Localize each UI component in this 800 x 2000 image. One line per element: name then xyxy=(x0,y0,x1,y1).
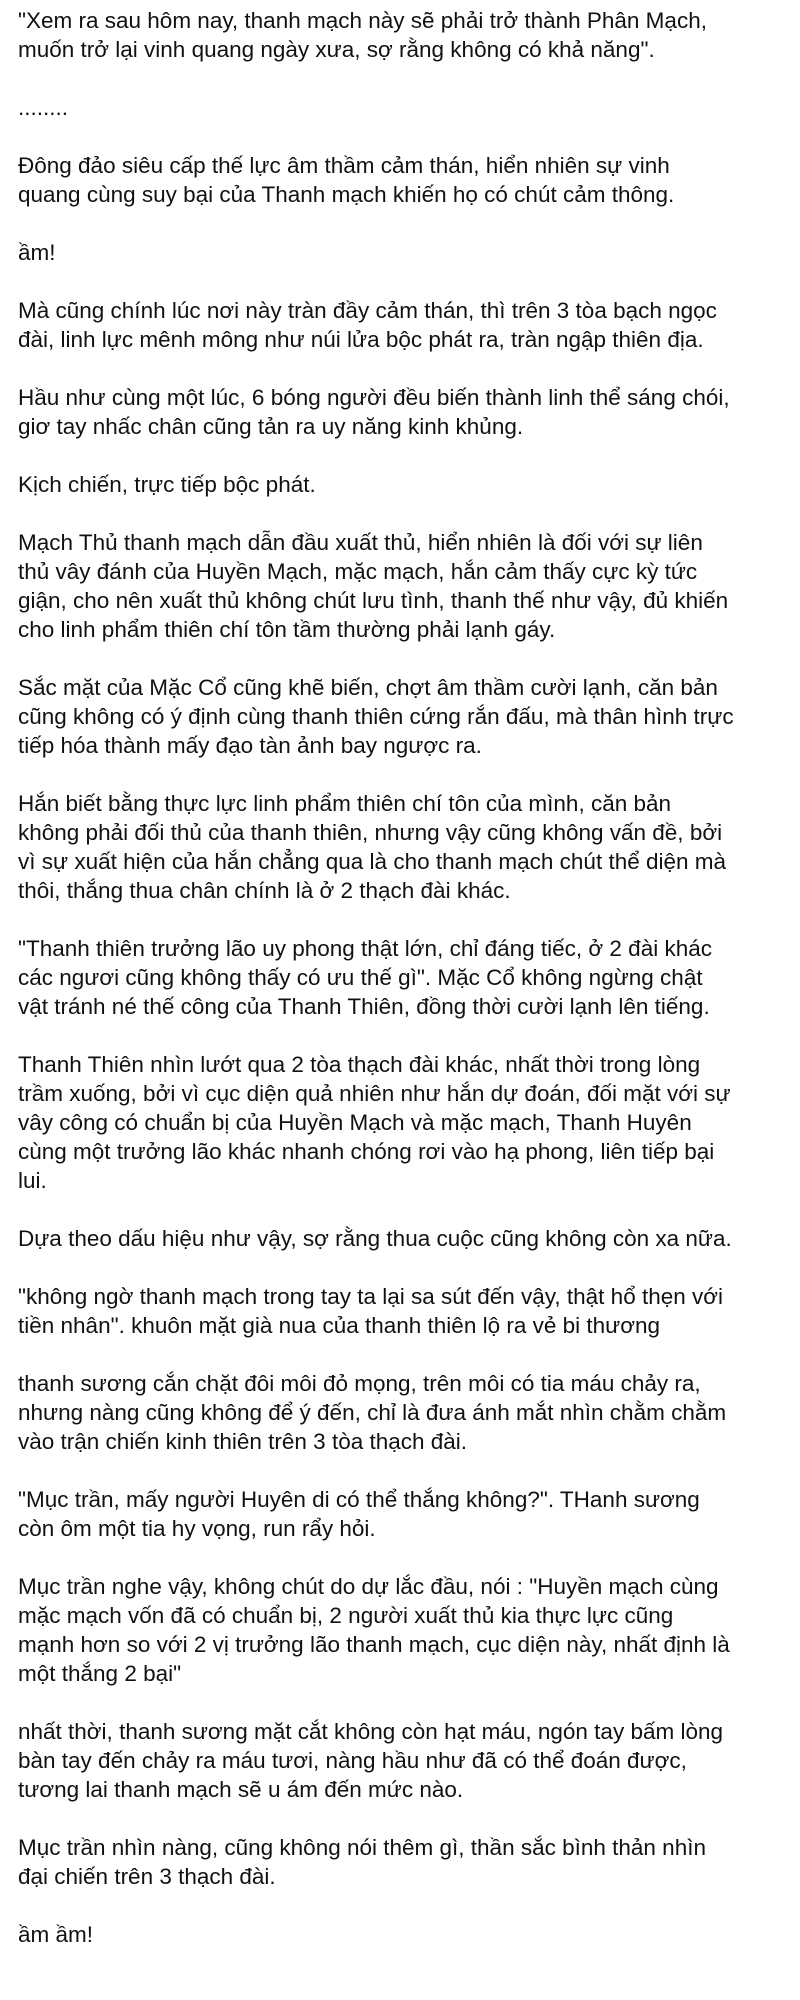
paragraph-20: ầm ầm! xyxy=(18,1922,94,1947)
paragraph-3: Đông đảo siêu cấp thế lực âm thầm cảm thán, hiển nhiên sự vinh quang cùng suy bại của Thanh mạch khiến họ có chút cảm thông. xyxy=(18,153,675,207)
paragraph-13: Dựa theo dấu hiệu như vậy, sợ rằng thua cuộc cũng không còn xa nữa. xyxy=(18,1226,732,1251)
paragraph-7: Kịch chiến, trực tiếp bộc phát. xyxy=(18,472,316,497)
paragraph-19: Mục trần nhìn nàng, cũng không nói thêm gì, thần sắc bình thản nhìn đại chiến trên 3 thạch đài. xyxy=(18,1835,706,1889)
paragraph-18: nhất thời, thanh sương mặt cắt không còn hạt máu, ngón tay bấm lòng bàn tay đến chảy ra máu tươi, nàng hầu như đã có thể đoán được, tương lai thanh mạch sẽ u ám đến mức nào. xyxy=(18,1719,724,1802)
paragraph-12: Thanh Thiên nhìn lướt qua 2 tòa thạch đài khác, nhất thời trong lòng trầm xuống, bởi vì cục diện quả nhiên như hắn dự đoán, đối mặt với sự vây công có chuẩn bị của Huyền Mạch và mặc mạch, Thanh Huyên cùng một trưởng lão khác nhanh chóng rơi vào hạ phong, liên tiếp bại lui. xyxy=(18,1052,731,1193)
paragraph-1: "Xem ra sau hôm nay, thanh mạch này sẽ phải trở thành Phân Mạch, muốn trở lại vinh quang ngày xưa, sợ rằng không có khả năng". xyxy=(18,8,707,62)
paragraph-6: Hầu như cùng một lúc, 6 bóng người đều biến thành linh thể sáng chói, giơ tay nhấc chân cũng tản ra uy năng kinh khủng. xyxy=(18,385,730,439)
paragraph-8: Mạch Thủ thanh mạch dẫn đầu xuất thủ, hiển nhiên là đối với sự liên thủ vây đánh của Huyền Mạch, mặc mạch, hắn cảm thấy cực kỳ tức giận, cho nên xuất thủ không chút lưu tình, thanh thế như vậy, đủ khiến cho linh phẩm thiên chí tôn tầm thường phải lạnh gáy. xyxy=(18,530,729,642)
paragraph-15: thanh sương cắn chặt đôi môi đỏ mọng, trên môi có tia máu chảy ra, nhưng nàng cũng không để ý đến, chỉ là đưa ánh mắt nhìn chằm chằm vào trận chiến kinh thiên trên 3 tòa thạch đài. xyxy=(18,1371,727,1454)
paragraph-10: Hắn biết bằng thực lực linh phẩm thiên chí tôn của mình, căn bản không phải đối thủ của thanh thiên, nhưng vậy cũng không vấn đề, bởi vì sự xuất hiện của hắn chẳng qua là cho thanh mạch chút thể diện mà thôi, thắng thua chân chính là ở 2 thạch đài khác. xyxy=(18,791,727,903)
paragraph-4: ầm! xyxy=(18,240,56,265)
paragraph-2: ........ xyxy=(18,95,69,120)
paragraph-17: Mục trần nghe vậy, không chút do dự lắc đầu, nói : "Huyền mạch cùng mặc mạch vốn đã có chuẩn bị, 2 người xuất thủ kia thực lực cũng mạnh hơn so với 2 vị trưởng lão thanh mạch, cục diện này, nhất định là một thắng 2 bại" xyxy=(18,1574,730,1686)
paragraph-11: "Thanh thiên trưởng lão uy phong thật lớn, chỉ đáng tiếc, ở 2 đài khác các ngươi cũng không thấy có ưu thế gì". Mặc Cổ không ngừng chật vật tránh né thế công của Thanh Thiên, đồng thời cười lạnh lên tiếng. xyxy=(18,936,712,1019)
paragraph-14: "không ngờ thanh mạch trong tay ta lại sa sút đến vậy, thật hổ thẹn với tiền nhân". khuôn mặt già nua của thanh thiên lộ ra vẻ bi thương xyxy=(18,1284,724,1338)
story-text xyxy=(18,6,786,1978)
paragraph-16: "Mục trần, mấy người Huyên di có thể thắng không?". THanh sương còn ôm một tia hy vọng, run rẩy hỏi. xyxy=(18,1487,700,1541)
paragraph-9: Sắc mặt của Mặc Cổ cũng khẽ biến, chợt âm thầm cười lạnh, căn bản cũng không có ý định cùng thanh thiên cứng rắn đấu, mà thân hình trực tiếp hóa thành mấy đạo tàn ảnh bay ngược ra. xyxy=(18,675,734,758)
paragraph-5: Mà cũng chính lúc nơi này tràn đầy cảm thán, thì trên 3 tòa bạch ngọc đài, linh lực mênh mông như núi lửa bộc phát ra, tràn ngập thiên địa. xyxy=(18,298,717,352)
